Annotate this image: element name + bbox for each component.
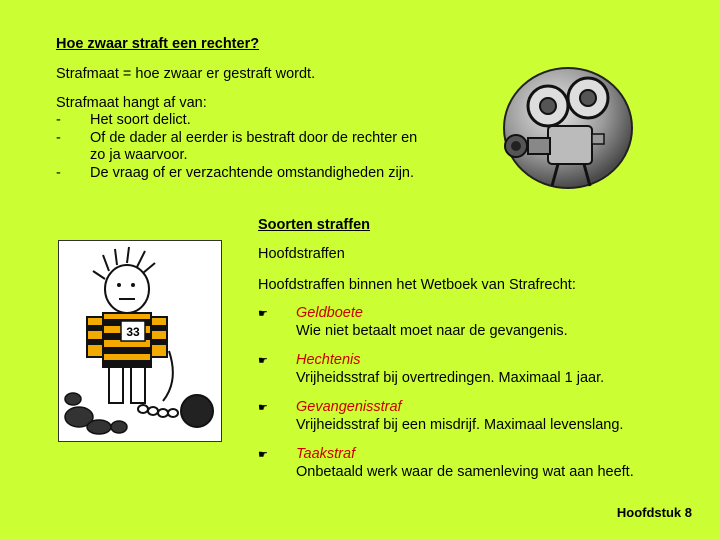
prisoner-cartoon-icon <box>59 241 221 441</box>
depends-intro: Strafmaat hangt af van: <box>56 95 207 111</box>
punishment-name: Gevangenisstraf <box>296 399 402 415</box>
section-heading: Soorten straffen <box>258 217 370 233</box>
pointing-hand-icon: ☛ <box>258 402 268 414</box>
list-item <box>56 165 490 183</box>
list-dash: - <box>56 164 61 181</box>
list-item <box>256 445 634 481</box>
subsection-heading: Hoofdstraffen <box>258 246 345 262</box>
list-item-text: Het soort delict. <box>90 112 191 128</box>
punishment-list <box>256 304 634 492</box>
depends-list <box>56 112 490 182</box>
prisoner-cartoon-image <box>58 240 222 442</box>
prisoner-number: 33 <box>126 325 140 339</box>
list-item <box>256 351 634 387</box>
definition-text: Strafmaat = hoe zwaar er gestraft wordt. <box>56 66 316 82</box>
list-item-text: Of de dader al eerder is bestraft door de rechter en zo ja waarvoor. <box>90 129 418 163</box>
page-title: Hoe zwaar straft een rechter? <box>56 36 260 52</box>
punishment-description: Wie niet betaalt moet naar de gevangenis. <box>296 323 568 339</box>
film-projector-icon <box>500 64 636 200</box>
film-projector-image <box>500 64 636 200</box>
punishment-name: Geldboete <box>296 305 363 321</box>
chapter-footer: Hoofdstuk 8 <box>616 505 692 520</box>
subsection-intro: Hoofdstraffen binnen het Wetboek van Strafrecht: <box>258 277 576 293</box>
punishment-description: Vrijheidsstraf bij een misdrijf. Maximaal levenslang. <box>296 417 624 433</box>
list-item <box>256 398 634 434</box>
punishment-name: Hechtenis <box>296 352 361 368</box>
list-item <box>56 112 490 130</box>
list-item-text: De vraag of er verzachtende omstandigheden zijn. <box>90 164 415 181</box>
list-item <box>56 130 490 165</box>
punishment-description: Vrijheidsstraf bij overtredingen. Maximaal 1 jaar. <box>296 370 605 386</box>
punishment-description: Onbetaald werk waar de samenleving wat aan heeft. <box>296 464 634 480</box>
list-item <box>256 304 634 340</box>
list-dash: - <box>56 112 61 128</box>
punishment-name: Taakstraf <box>296 446 356 462</box>
pointing-hand-icon: ☛ <box>258 308 268 320</box>
list-dash: - <box>56 129 61 146</box>
pointing-hand-icon: ☛ <box>258 449 268 461</box>
pointing-hand-icon: ☛ <box>258 355 268 367</box>
